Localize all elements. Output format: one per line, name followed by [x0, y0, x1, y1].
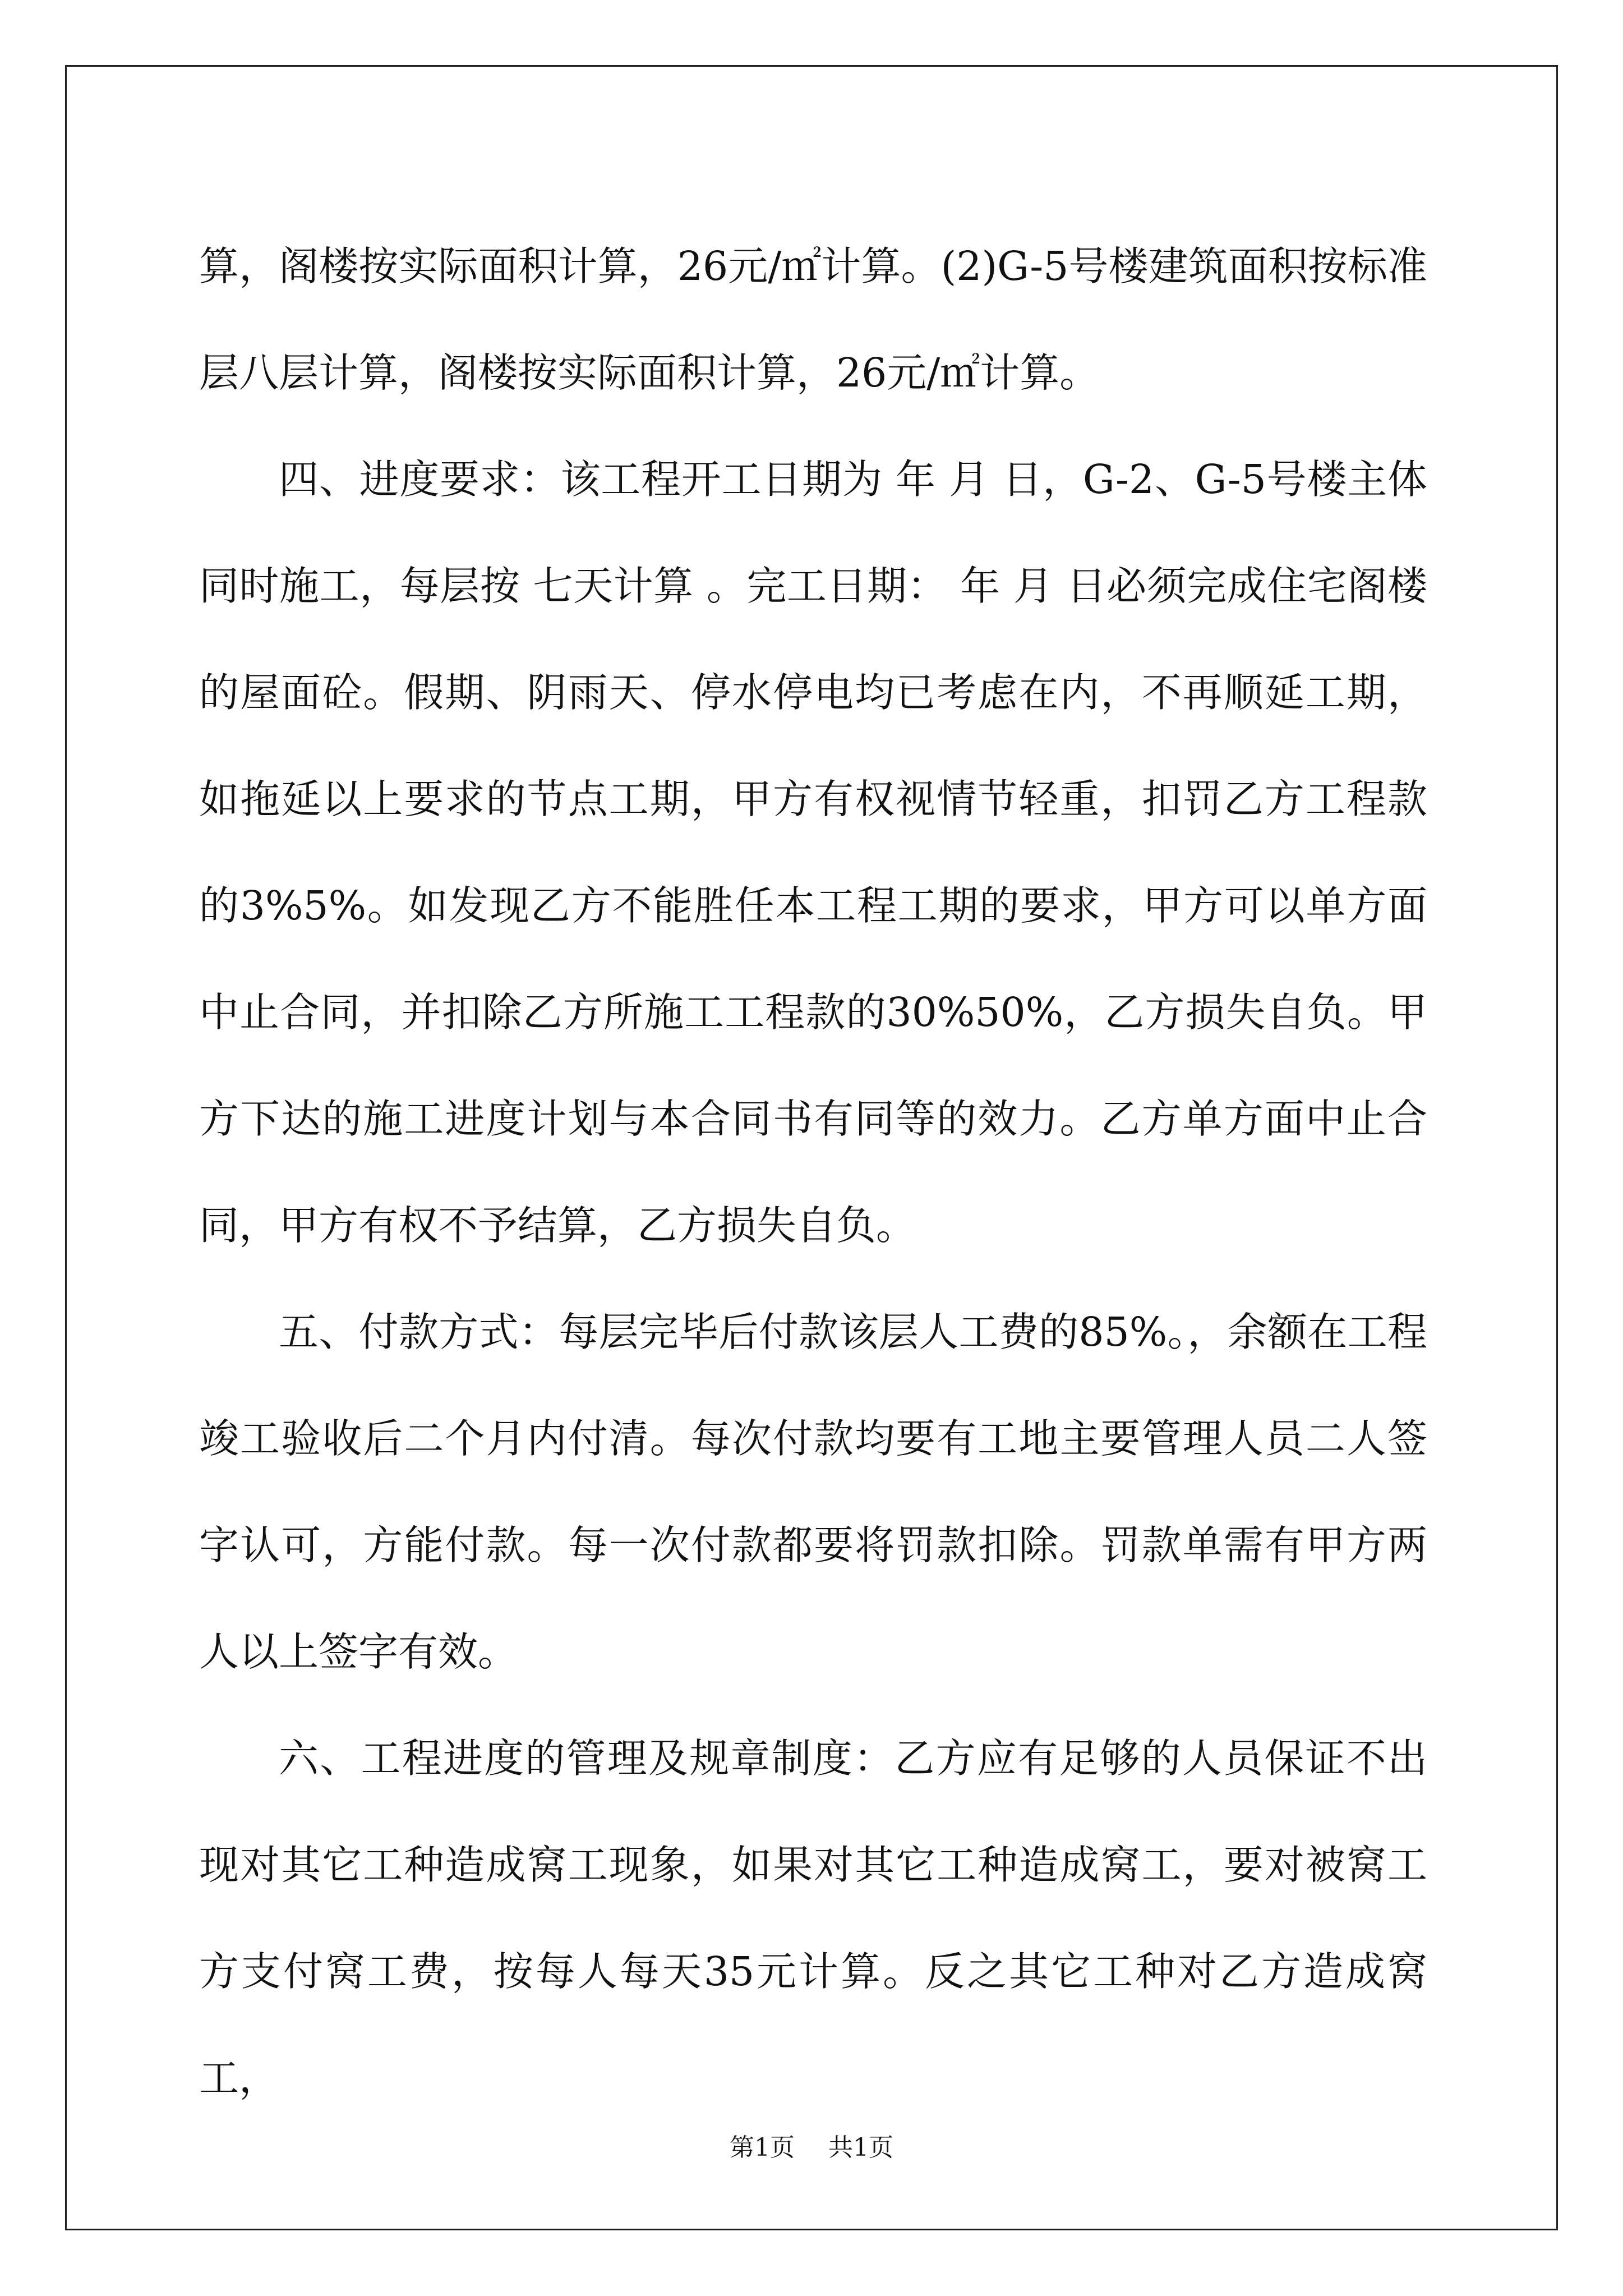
document-body	[199, 213, 1427, 2132]
paragraph-progress-management: 六、工程进度的管理及规章制度：乙方应有足够的人员保证不出现对其它工种造成窝工现象，如果对其它工种造成窝工，要对被窝工方支付窝工费，按每人每天35元计算。反之其它工种对乙方造成窝工，	[199, 1735, 1427, 2101]
paragraph-schedule-requirements: 四、进度要求：该工程开工日期为 年 月 日，G-2、G-5号楼主体同时施工，每层按 七天计算 。完工日期： 年 月 日必须完成住宅阁楼的屋面砼。假期、阴雨天、停水停电均已考虑在内，不再顺延工期，如拖延以上要求的节点工期，甲方有权视情节轻重，扣罚乙方工程款的3%5%。如发现乙方不能胜任本工程工期的要求，甲方可以单方面中止合同，并扣除乙方所施工工程款的30%50%，乙方损失自负。甲方下达的施工进度计划与本合同书有同等的效力。乙方单方面中止合同，甲方有权不予结算，乙方损失自负。	[199, 456, 1427, 1249]
paragraph-area-calculation: 算，阁楼按实际面积计算，26元/㎡计算。(2)G-5号楼建筑面积按标准层八层计算，阁楼按实际面积计算，26元/㎡计算。	[199, 243, 1427, 396]
page-footer	[0, 2127, 1623, 2163]
paragraph-payment-method: 五、付款方式：每层完毕后付款该层人工费的85%。，余额在工程竣工验收后二个月内付清。每次付款均要有工地主要管理人员二人签字认可，方能付款。每一次付款都要将罚款扣除。罚款单需有甲方两人以上签字有效。	[199, 1309, 1427, 1675]
page-total: 共1页	[828, 2133, 893, 2162]
page-number: 第1页	[730, 2133, 795, 2162]
